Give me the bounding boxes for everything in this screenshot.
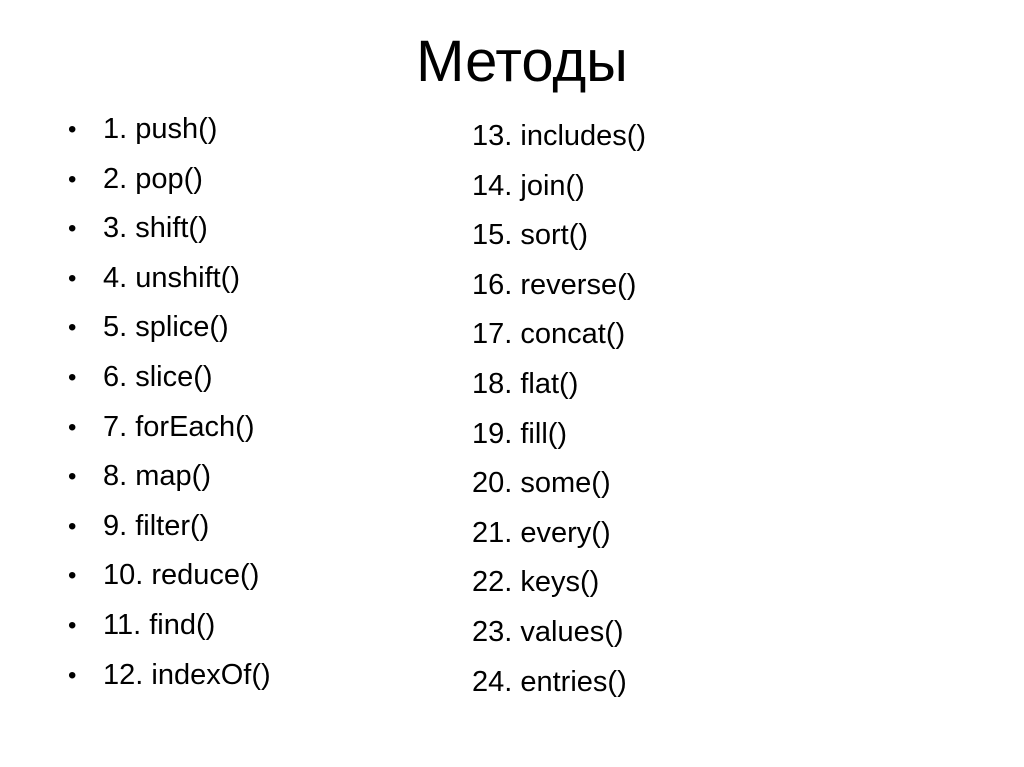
list-item-label: 9. filter() [103, 509, 210, 542]
list-item-label: 3. shift() [103, 212, 208, 245]
bullet-icon: • [68, 314, 77, 342]
list-item: 18. flat() [472, 367, 579, 400]
list-item: 23. values() [472, 615, 624, 648]
list-item: 20. some() [472, 467, 611, 500]
list-item-label: 5. splice() [103, 311, 229, 344]
bullet-icon: • [68, 363, 77, 391]
list-item: 15. sort() [472, 219, 589, 252]
list-item [62, 403, 271, 453]
list-item: 24. entries() [472, 665, 627, 698]
list-item [62, 353, 271, 403]
bullet-icon: • [68, 562, 77, 590]
bullet-icon: • [68, 215, 77, 243]
list-item [62, 601, 271, 651]
bullet-icon: • [68, 116, 77, 143]
methods-list-right [472, 112, 646, 707]
list-item-label: 11. find() [103, 608, 216, 641]
list-item: 22. keys() [472, 566, 600, 599]
list-item-label: 2. pop() [103, 162, 203, 195]
bullet-icon: • [68, 165, 77, 193]
list-item: 19. fill() [472, 417, 568, 450]
list-item-label: 8. map() [103, 460, 211, 493]
list-item: 17. concat() [472, 318, 626, 351]
list-item [62, 502, 271, 552]
list-item: 16. reverse() [472, 268, 637, 301]
list-item [62, 651, 271, 701]
list-item [62, 204, 271, 254]
list-item-label: 4. unshift() [103, 261, 240, 294]
bullet-icon: • [68, 264, 77, 292]
list-item [62, 452, 271, 502]
list-item-label: 6. slice() [103, 360, 213, 393]
list-item [62, 254, 271, 304]
list-item: 14. join() [472, 169, 585, 202]
methods-list-left [62, 105, 271, 700]
list-item-label: 7. forEach() [103, 410, 255, 443]
bullet-icon: • [68, 611, 77, 639]
list-item-label: 10. reduce() [103, 559, 260, 592]
list-item [62, 105, 271, 155]
list-item-label: 1. push() [103, 113, 218, 145]
list-item: 21. every() [472, 516, 611, 549]
list-item: 13. includes() [472, 120, 647, 152]
bullet-icon: • [68, 512, 77, 540]
list-item [62, 551, 271, 601]
list-item [62, 155, 271, 205]
bullet-icon: • [68, 413, 77, 441]
bullet-icon: • [68, 661, 77, 689]
slide-title: Методы [416, 29, 628, 94]
bullet-icon: • [68, 463, 77, 491]
list-item-label: 12. indexOf() [103, 658, 271, 691]
list-item [62, 303, 271, 353]
